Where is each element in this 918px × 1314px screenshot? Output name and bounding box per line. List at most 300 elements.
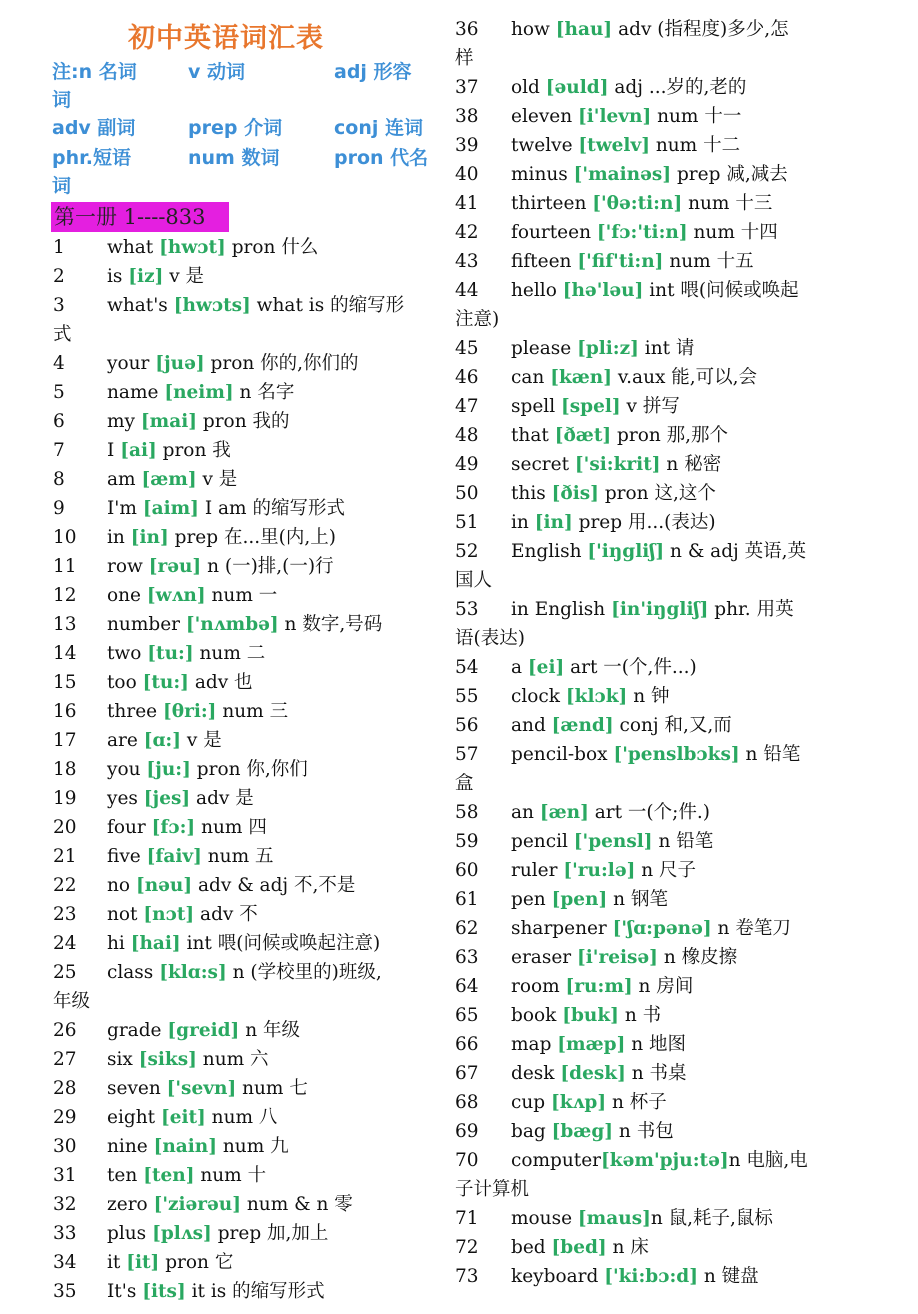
entry-meaning: num 四 (195, 817, 267, 838)
entry-body (511, 393, 680, 421)
entry-number: 33 (53, 1223, 77, 1244)
entry-word: pencil-box (511, 744, 614, 765)
entry-body (107, 379, 294, 407)
entry-body (107, 901, 258, 929)
vocab-entry (0, 785, 440, 813)
entry-phonetic: [juə] (155, 353, 205, 374)
vocab-entry (452, 161, 918, 189)
vocab-entry (0, 843, 440, 871)
entry-number: 4 (53, 353, 65, 374)
entry-word: ruler (511, 860, 564, 881)
entry-meaning: num 六 (196, 1049, 269, 1070)
vocab-entry (452, 480, 918, 508)
entry-number: 25 (53, 962, 77, 983)
entry-body (107, 350, 359, 378)
vocab-entry (452, 1263, 918, 1291)
entry-body (107, 1075, 308, 1103)
entry-number: 55 (455, 686, 479, 707)
entry-phonetic: ['ki:bɔ:d] (604, 1266, 698, 1287)
entry-word: how (511, 19, 556, 40)
entry-phonetic: [fɔ:] (151, 817, 196, 838)
abbreviation-item: pron 代名 (334, 147, 429, 169)
entry-phonetic: [ru:m] (565, 976, 633, 997)
entry-body (511, 190, 772, 218)
entry-word: ten (107, 1165, 144, 1186)
entry-meaning: art 一(个,件...) (564, 657, 697, 678)
entry-phonetic: [tu:] (147, 643, 194, 664)
entry-meaning: n 杯子 (606, 1092, 667, 1113)
entry-phonetic: [pli:z] (577, 338, 639, 359)
entry-number: 18 (53, 759, 77, 780)
entry-word: sharpener (511, 918, 613, 939)
entry-word: keyboard (511, 1266, 605, 1287)
entry-phonetic: ['si:krit] (574, 454, 661, 475)
vocab-entry (0, 959, 440, 987)
entry-meaning: n 床 (606, 1237, 649, 1258)
entry-word: hi (107, 933, 131, 954)
entry-number: 8 (53, 469, 65, 490)
vocab-entry (452, 1205, 918, 1233)
entry-number: 44 (455, 280, 479, 301)
entry-meaning: n & adj 英语,英 (664, 541, 807, 562)
entry-word: and (511, 715, 552, 736)
vocab-entry (452, 1147, 918, 1175)
entry-word: too (107, 672, 143, 693)
entry-meaning: pron 你,你们 (190, 759, 308, 780)
entry-word: desk (511, 1063, 561, 1084)
entry-meaning: adv 也 (188, 672, 253, 693)
vocab-entry (0, 263, 440, 291)
page-title: 初中英语词汇表 (128, 23, 324, 54)
entry-phonetic: [mai] (140, 411, 197, 432)
entry-meaning: n 秘密 (660, 454, 722, 475)
entry-phonetic: [in'iŋgliʃ] (611, 599, 709, 620)
entry-body (511, 219, 778, 247)
entry-word: four (107, 817, 152, 838)
entry-meaning: n 书 (618, 1005, 662, 1026)
entry-meaning: num 九 (217, 1136, 289, 1157)
entry-meaning: int 喂(问候或唤起注意) (180, 933, 381, 954)
entry-body (107, 1191, 353, 1219)
vocab-entry (0, 466, 440, 494)
entry-word: my (107, 411, 141, 432)
entry-word: number (107, 614, 186, 635)
entry-number: 39 (455, 135, 479, 156)
entry-phonetic: [æm] (141, 469, 197, 490)
entry-body (511, 741, 800, 769)
entry-meaning: num 十 (194, 1165, 267, 1186)
vocab-entry (0, 756, 440, 784)
entry-phonetic: [in] (534, 512, 573, 533)
entry-meaning: num 三 (216, 701, 289, 722)
entry-phonetic: [ðis] (551, 483, 599, 504)
entry-word: nine (107, 1136, 154, 1157)
entry-word: not (107, 904, 144, 925)
entry-phonetic: ['nʌmbə] (185, 614, 279, 635)
entry-word: old (511, 77, 546, 98)
entry-number: 40 (455, 164, 479, 185)
vocab-entry (0, 669, 440, 697)
vocab-entry (452, 1089, 918, 1117)
entry-body (511, 1263, 759, 1291)
entry-phonetic: [hwɔt] (159, 237, 226, 258)
entry-body (107, 234, 318, 262)
vocab-entry (452, 886, 918, 914)
vocab-entry (0, 901, 440, 929)
entry-meaning: I am 的缩写形式 (198, 498, 345, 519)
entry-meaning: v 是 (196, 469, 238, 490)
entry-meaning: num 十三 (682, 193, 773, 214)
entry-number: 70 (455, 1150, 479, 1171)
entry-phonetic: [ju:] (146, 759, 191, 780)
vocab-entry (452, 712, 918, 740)
entry-body (107, 1162, 266, 1190)
entry-phonetic: [bæg] (551, 1121, 614, 1142)
entry-word: five (107, 846, 147, 867)
entry-number: 62 (455, 918, 479, 939)
vocab-entry (452, 451, 918, 479)
vocab-entry (0, 930, 440, 958)
entry-phonetic: [hə'ləu] (562, 280, 644, 301)
entry-phonetic: [maus] (577, 1208, 651, 1229)
entry-phonetic: [siks] (138, 1049, 197, 1070)
entry-number: 30 (53, 1136, 77, 1157)
entry-word: computer (511, 1150, 602, 1171)
entry-meaning: num 十二 (649, 135, 741, 156)
vocab-entry (452, 683, 918, 711)
vocab-entry (0, 1220, 440, 1248)
entry-body (511, 161, 788, 189)
entry-meaning: adv & adj 不,不是 (192, 875, 356, 896)
entry-meaning: n 房间 (632, 976, 694, 997)
entry-number: 35 (53, 1281, 77, 1302)
entry-word: what's (107, 295, 174, 316)
entry-word: seven (107, 1078, 167, 1099)
vocab-entry (452, 596, 918, 624)
entry-number: 46 (455, 367, 479, 388)
entry-word: yes (107, 788, 144, 809)
entry-word: It's (107, 1281, 143, 1302)
entry-meaning: prep 减,减去 (671, 164, 788, 185)
entry-number: 51 (455, 512, 479, 533)
entry-body (511, 1118, 674, 1146)
entry-number: 32 (53, 1194, 77, 1215)
vocab-entry (452, 393, 918, 421)
entry-meaning: n (学校里的)班级, (226, 962, 382, 983)
vocab-entry (0, 292, 440, 320)
entry-phonetic: [ðæt] (554, 425, 612, 446)
entry-meaning: num 八 (205, 1107, 278, 1128)
vocab-entry (0, 1249, 440, 1277)
entry-word: I (107, 440, 121, 461)
entry-number: 64 (455, 976, 479, 997)
entry-word: am (107, 469, 142, 490)
entry-word: that (511, 425, 555, 446)
entry-word: zero (107, 1194, 154, 1215)
vocab-entry (0, 1046, 440, 1074)
entry-number: 23 (53, 904, 77, 925)
entry-phonetic: [kəm'pju:tə] (601, 1150, 729, 1171)
entry-phonetic: [pen] (551, 889, 608, 910)
entry-phonetic: [jes] (143, 788, 191, 809)
entry-word: fourteen (511, 222, 597, 243)
entry-meaning: pron 我 (156, 440, 231, 461)
entry-phonetic: [ai] (120, 440, 157, 461)
entry-number: 9 (53, 498, 65, 519)
entry-meaning: n 年级 (239, 1020, 301, 1041)
entry-number: 16 (53, 701, 77, 722)
entry-phonetic: [i'levn] (578, 106, 652, 127)
vocab-entry (452, 857, 918, 885)
vocab-entry (0, 611, 440, 639)
entry-phonetic: ['fɔ:'ti:n] (596, 222, 688, 243)
entry-body (511, 596, 794, 624)
entry-word: plus (107, 1223, 153, 1244)
entry-word: clock (511, 686, 566, 707)
entry-number: 31 (53, 1165, 77, 1186)
entry-phonetic: ['iŋgliʃ] (587, 541, 665, 562)
entry-body (107, 930, 380, 958)
entry-number: 41 (455, 193, 479, 214)
entry-body (511, 277, 799, 305)
entry-body (511, 16, 789, 44)
entry-meaning: adj ...岁的,老的 (608, 77, 747, 98)
entry-number: 61 (455, 889, 479, 910)
entry-meaning: num 二 (193, 643, 266, 664)
entry-meaning: n 地图 (625, 1034, 687, 1055)
entry-body (511, 538, 806, 566)
entry-word: pencil (511, 831, 574, 852)
entry-word: three (107, 701, 163, 722)
entry-number: 1 (53, 237, 65, 258)
vocab-entry (452, 944, 918, 972)
entry-continuation: 式 (53, 324, 72, 345)
entry-body (107, 553, 334, 581)
vocab-entry (0, 234, 440, 262)
abbreviation-item: num 数词 (188, 147, 280, 169)
abbreviation-item: adv 副词 (52, 117, 136, 139)
entry-word: are (107, 730, 144, 751)
entry-word: cup (511, 1092, 551, 1113)
vocab-entry (452, 16, 918, 44)
entry-meaning: n 数字,号码 (278, 614, 383, 635)
entry-meaning: conj 和,又,而 (613, 715, 732, 736)
vocab-entry (0, 553, 440, 581)
book-heading: 第一册 1----833 (51, 202, 229, 232)
entry-body (107, 814, 267, 842)
entry-phonetic: [kʌp] (551, 1092, 607, 1113)
entry-phonetic: [buk] (562, 1005, 619, 1026)
entry-number: 24 (53, 933, 77, 954)
entry-body (511, 248, 754, 276)
entry-word: name (107, 382, 165, 403)
vocab-entry (0, 1191, 440, 1219)
entry-number: 67 (455, 1063, 479, 1084)
abbreviation-item: 词 (52, 175, 72, 197)
entry-body (511, 132, 740, 160)
entry-meaning: adv (指程度)多少,怎 (612, 19, 789, 40)
entry-body (511, 74, 746, 102)
entry-body (511, 509, 716, 537)
abbreviation-item: v 动词 (188, 61, 246, 83)
entry-continuation: 盒 (455, 773, 474, 794)
entry-number: 17 (53, 730, 77, 751)
vocab-entry (0, 350, 440, 378)
vocab-entry (0, 379, 440, 407)
entry-meaning: prep 在...里(内,上) (168, 527, 336, 548)
entry-number: 58 (455, 802, 479, 823)
entry-body (107, 1278, 325, 1306)
entry-phonetic: [eit] (160, 1107, 206, 1128)
entry-word: bed (511, 1237, 552, 1258)
entry-word: in English (511, 599, 612, 620)
entry-meaning: n (一)排,(一)行 (201, 556, 334, 577)
entry-meaning: art 一(个;件.) (588, 802, 710, 823)
entry-phonetic: [i'reisə] (577, 947, 658, 968)
entry-meaning: pron 它 (159, 1252, 234, 1273)
vocab-entry (452, 915, 918, 943)
entry-meaning: pron 你的,你们的 (204, 353, 359, 374)
entry-meaning: num 七 (236, 1078, 308, 1099)
entry-phonetic: ['ziərəu] (153, 1194, 242, 1215)
entry-number: 5 (53, 382, 65, 403)
entry-word: pen (511, 889, 552, 910)
entry-number: 49 (455, 454, 479, 475)
entry-word: room (511, 976, 566, 997)
entry-phonetic: [θri:] (162, 701, 217, 722)
entry-meaning: n 书包 (613, 1121, 674, 1142)
entry-body (511, 1147, 808, 1175)
entry-meaning: v.aux 能,可以,会 (612, 367, 758, 388)
vocab-entry (0, 437, 440, 465)
entry-body (107, 640, 265, 668)
entry-body (511, 683, 670, 711)
entry-word: it (107, 1252, 127, 1273)
entry-word: hello (511, 280, 563, 301)
entry-word: map (511, 1034, 558, 1055)
entry-word: spell (511, 396, 561, 417)
entry-number: 26 (53, 1020, 77, 1041)
entry-meaning: n 鼠,耗子,鼠标 (650, 1208, 773, 1229)
entry-phonetic: [it] (126, 1252, 160, 1273)
entry-phonetic: [greid] (167, 1020, 240, 1041)
entry-number: 7 (53, 440, 65, 461)
entry-word: you (107, 759, 147, 780)
entry-meaning: pron 我的 (196, 411, 290, 432)
entry-meaning: n 电脑,电 (728, 1150, 808, 1171)
entry-phonetic: [mæp] (557, 1034, 626, 1055)
entry-word: can (511, 367, 551, 388)
vocab-entry (452, 799, 918, 827)
entry-word: a (511, 657, 528, 678)
entry-number: 15 (53, 672, 77, 693)
entry-word: one (107, 585, 147, 606)
entry-body (511, 1060, 687, 1088)
entry-phonetic: [ænd] (551, 715, 614, 736)
entry-body (107, 1104, 277, 1132)
vocab-entry (0, 582, 440, 610)
entry-word: fifteen (511, 251, 578, 272)
entry-meaning: num 十五 (663, 251, 754, 272)
entry-meaning: n 钟 (627, 686, 670, 707)
entry-phonetic: [nɔt] (143, 904, 195, 925)
entry-number: 13 (53, 614, 77, 635)
vocab-entry (452, 335, 918, 363)
vocab-entry (452, 248, 918, 276)
entry-meaning: num 十一 (651, 106, 742, 127)
entry-word: class (107, 962, 160, 983)
entry-word: twelve (511, 135, 579, 156)
entry-meaning: n 铅笔 (652, 831, 714, 852)
entry-body (511, 1089, 667, 1117)
entry-body (107, 1046, 269, 1074)
vocab-entry (452, 422, 918, 450)
entry-phonetic: [tu:] (142, 672, 189, 693)
entry-phonetic: [ten] (143, 1165, 195, 1186)
entry-word: in (511, 512, 535, 533)
vocab-entry (452, 103, 918, 131)
vocab-entry (452, 828, 918, 856)
abbreviation-item: prep 介词 (188, 117, 283, 139)
entry-word: thirteen (511, 193, 593, 214)
entry-body (511, 1234, 649, 1262)
entry-phonetic: [kæn] (550, 367, 613, 388)
entry-body (107, 843, 274, 871)
entry-phonetic: [its] (142, 1281, 186, 1302)
entry-word: eight (107, 1107, 161, 1128)
entry-number: 36 (455, 19, 479, 40)
vocab-entry (0, 1075, 440, 1103)
entry-number: 47 (455, 396, 479, 417)
entry-phonetic: [rəu] (148, 556, 202, 577)
entry-number: 72 (455, 1237, 479, 1258)
entry-meaning: n 书桌 (625, 1063, 687, 1084)
entry-meaning: v 是 (163, 266, 205, 287)
entry-phonetic: [ɑ:] (143, 730, 181, 751)
entry-body (107, 263, 204, 291)
entry-word: is (107, 266, 129, 287)
entry-continuation: 样 (455, 48, 474, 69)
entry-body (511, 973, 693, 1001)
entry-phonetic: [in] (130, 527, 169, 548)
vocab-entry (452, 219, 918, 247)
entry-meaning: v 是 (180, 730, 222, 751)
entry-phonetic: [ei] (527, 657, 565, 678)
entry-phonetic: ['ru:lə] (563, 860, 636, 881)
entry-continuation: 注意) (455, 309, 500, 330)
entry-word: please (511, 338, 578, 359)
entry-number: 10 (53, 527, 77, 548)
entry-word: your (107, 353, 156, 374)
entry-meaning: adv 不 (194, 904, 258, 925)
vocab-entry (0, 524, 440, 552)
vocab-entry (452, 1002, 918, 1030)
entry-number: 42 (455, 222, 479, 243)
entry-word: eraser (511, 947, 577, 968)
entry-word: secret (511, 454, 575, 475)
entry-word: what (107, 237, 160, 258)
entry-number: 28 (53, 1078, 77, 1099)
entry-number: 71 (455, 1208, 479, 1229)
entry-phonetic: [hai] (130, 933, 181, 954)
entry-meaning: what is 的缩写形 (250, 295, 405, 316)
entry-continuation: 语(表达) (455, 628, 525, 649)
entry-number: 60 (455, 860, 479, 881)
entry-word: two (107, 643, 148, 664)
entry-body (511, 422, 728, 450)
entry-body (511, 828, 713, 856)
entry-number: 2 (53, 266, 65, 287)
